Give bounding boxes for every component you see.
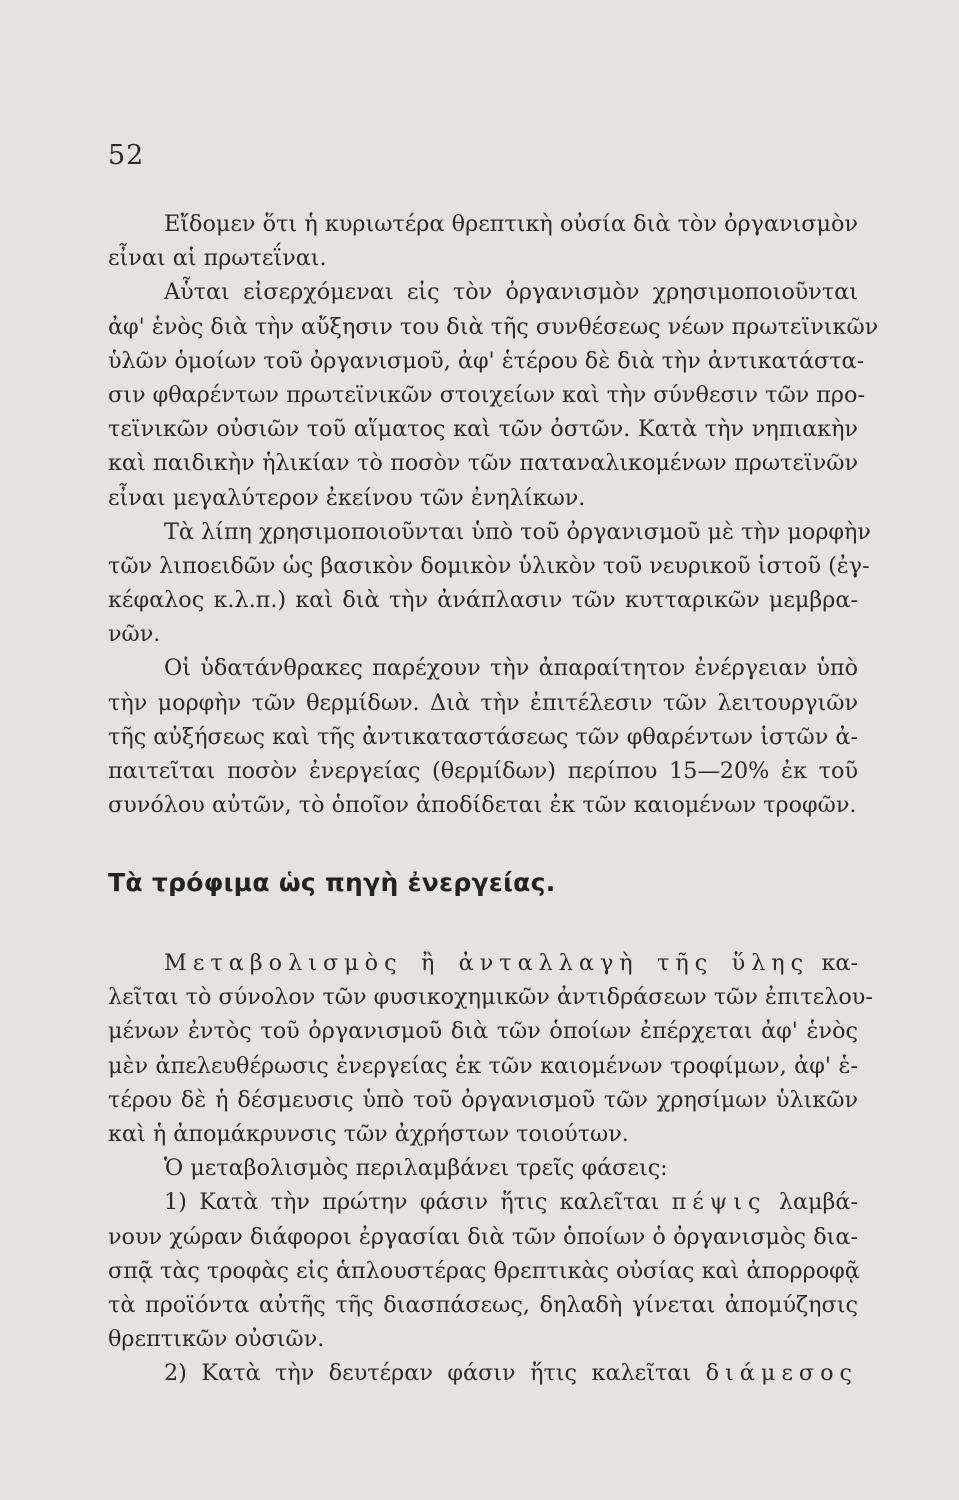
text-line: Οἱ ὑδατάνθρακες παρέχουν τὴν ἀπαραίτητον ἐνέργειαν ὑπὸ: [164, 655, 858, 682]
text-line: παιτεῖται ποσὸν ἐνεργείας (θερμίδων) περίπου 15—20% ἐκ τοῦ: [108, 758, 858, 784]
text-line: ὑλῶν ὁμοίων τοῦ ὀργανισμοῦ, ἀφ' ἑτέρου δὲ διὰ τὴν ἀντικατάστα-: [108, 347, 865, 374]
text-line: εἶναι μεγαλύτερον ἐκείνου τῶν ἐνηλίκων.: [108, 484, 586, 511]
paragraph-line: Μεταβολισμὸς ἢ ἀνταλλαγὴ τῆς ὕλης κα-: [164, 950, 859, 976]
list-item-2-first-line: 2) Κατὰ τὴν δευτέραν φάσιν ἥτις καλεῖται διάμεσος: [164, 1360, 859, 1387]
section-heading: Τὰ τρόφιμα ὡς πηγὴ ἐνεργείας.: [108, 868, 556, 897]
text-line: μένων ἐντὸς τοῦ ὀργανισμοῦ διὰ τῶν ὁποίων ἐπέρχεται ἀφ' ἑνὸς: [108, 1018, 858, 1045]
emphasized-term: Μεταβολισμὸς ἢ ἀνταλλαγὴ τῆς ὕλης: [164, 950, 810, 976]
emphasized-term: πέψις: [671, 1189, 767, 1216]
body-text-section-2: [108, 946, 873, 1390]
text-line: τῆς αὐξήσεως καὶ τῆς ἀντικαταστάσεως τῶν φθαρέντων ἱστῶν ἀ-: [108, 723, 858, 750]
emphasized-term: διάμεσος: [705, 1360, 859, 1387]
text-line: τὴν μορφὴν τῶν θερμίδων. Διὰ τὴν ἐπιτέλεσιν τῶν λειτουργιῶν: [108, 689, 858, 716]
paragraph-lines: [108, 980, 873, 1185]
body-text-section-1: [108, 207, 879, 822]
list-item-1-first-line: 1) Κατὰ τὴν πρώτην φάσιν ἥτις καλεῖται πέψις λαμβά-: [164, 1189, 859, 1216]
text-line: τέρου δὲ ἡ δέσμευσις ὑπὸ τοῦ ὀργανισμοῦ τῶν χρησίμων ὑλικῶν: [108, 1086, 858, 1113]
text-line: θρεπτικῶν οὐσιῶν.: [108, 1326, 325, 1353]
text-line: καὶ παιδικὴν ἡλικίαν τὸ ποσὸν τῶν παταναλικομένων πρωτεϊνῶν: [108, 450, 858, 477]
text-line: ἀφ' ἑνὸς διὰ τὴν αὔξησιν του διὰ τῆς συνθέσεως νέων πρωτεϊνικῶν: [108, 313, 879, 340]
text-line: Τὰ λίπη χρησιμοποιοῦνται ὑπὸ τοῦ ὀργανισμοῦ μὲ τὴν μορφὴν: [164, 518, 871, 545]
text-line: Ὁ μεταβολισμὸς περιλαμβάνει τρεῖς φάσεις:: [164, 1155, 668, 1182]
text-line: συνόλου αὐτῶν, τὸ ὁποῖον ἀποδίδεται ἐκ τῶν καιομένων τροφῶν.: [108, 792, 857, 819]
text-line: σπᾷ τὰς τροφὰς εἰς ἁπλουστέρας θρεπτικὰς οὐσίας καὶ ἀπορροφᾷ: [108, 1257, 860, 1284]
text-line: μὲν ἀπελευθέρωσις ἐνεργείας ἐκ τῶν καιομένων τροφίμων, ἀφ' ἑ-: [108, 1052, 858, 1079]
text-line: τὰ προϊόντα αὐτῆς τῆς διασπάσεως, δηλαδὴ γίνεται ἀπομύζησις: [108, 1291, 858, 1318]
text-line: καὶ ἡ ἀπομάκρυνσις τῶν ἀχρήστων τοιούτων.: [108, 1120, 629, 1147]
page-number: 52: [108, 140, 145, 171]
text-line: Εἴδομεν ὅτι ἡ κυριωτέρα θρεπτικὴ οὐσία διὰ τὸν ὀργανισμὸν: [164, 211, 858, 237]
text-line: νῶν.: [108, 621, 161, 648]
text-line: τῶν λιποειδῶν ὡς βασικὸν δομικὸν ὑλικὸν τοῦ νευρικοῦ ἱστοῦ (ἐγ-: [108, 552, 870, 579]
text-line: Αὗται εἰσερχόμεναι εἰς τὸν ὀργανισμὸν χρησιμοποιοῦνται: [164, 279, 858, 306]
text-line: σιν φθαρέντων πρωτεϊνικῶν στοιχείων καὶ τὴν σύνθεσιν τῶν προ-: [108, 381, 865, 408]
text-line: κέφαλος κ.λ.π.) καὶ διὰ τὴν ἀνάπλασιν τῶν κυτταρικῶν μεμβρα-: [108, 587, 858, 614]
text-line: εἶναι αἱ πρωτεΐναι.: [108, 245, 327, 272]
text-line: νουν χώραν διάφοροι ἐργασίαι διὰ τῶν ὁποίων ὁ ὀργανισμὸς δια-: [108, 1223, 858, 1250]
list-item-1-lines: [108, 1220, 858, 1357]
text-line: λεῖται τὸ σύνολον τῶν φυσικοχημικῶν ἀντιδράσεων τῶν ἐπιτελου-: [108, 984, 873, 1011]
text-line: τεϊνικῶν οὐσιῶν τοῦ αἵματος καὶ τῶν ὀστῶν. Κατὰ τὴν νηπιακὴν: [108, 416, 858, 443]
